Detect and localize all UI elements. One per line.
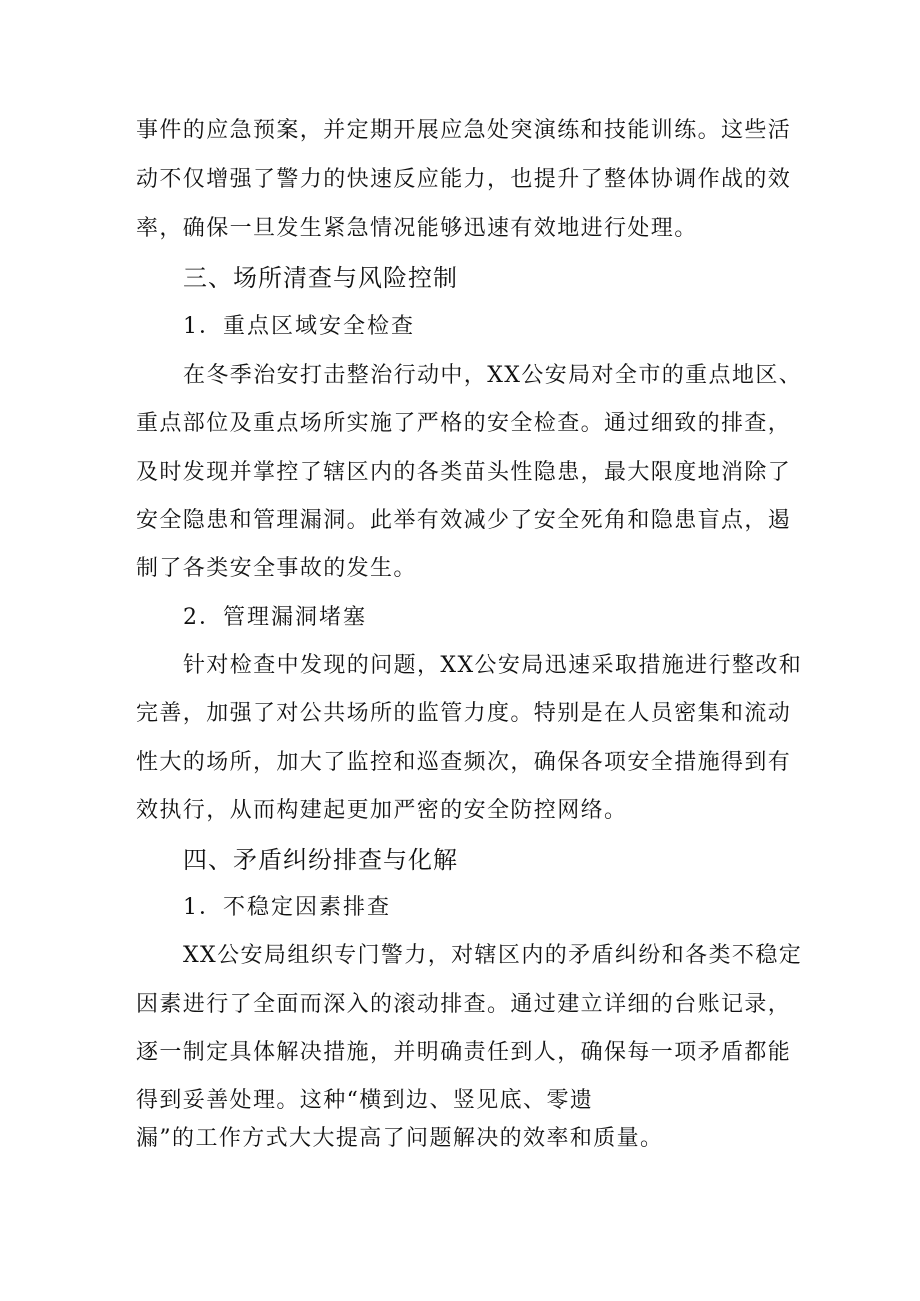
body-text-line: 动不仅增强了警力的快速反应能力，也提升了整体协调作战的效 <box>136 167 792 192</box>
body-text-line: 率，确保一旦发生紧急情况能够迅速有效地进行处理。 <box>136 216 698 241</box>
body-text-line: 针对检查中发现的问题，XX公安局迅速采取措施进行整改和 <box>183 653 803 678</box>
subheading-3-2: 2．管理漏洞堵塞 <box>183 605 367 630</box>
subheading-4-1: 1．不稳定因素排查 <box>183 895 391 920</box>
body-text-line: 漏”的工作方式大大提高了问题解决的效率和质量。 <box>136 1126 664 1151</box>
section-heading-4: 四、矛盾纠纷排查与化解 <box>183 846 458 874</box>
subheading-3-1: 1．重点区域安全检查 <box>183 314 415 339</box>
body-text-line: 事件的应急预案，并定期开展应急处突演练和技能训练。这些活 <box>136 118 792 143</box>
body-text-line: 逐一制定具体解决措施，并明确责任到人，确保每一项矛盾都能 <box>136 1040 792 1065</box>
body-text-line: 得到妥善处理。这种“横到边、竖见底、零遗 <box>136 1088 594 1113</box>
body-text-line: 安全隐患和管理漏洞。此举有效减少了安全死角和隐患盲点，遏 <box>136 508 792 533</box>
body-text-line: 效执行，从而构建起更加严密的安全防控网络。 <box>136 798 628 823</box>
body-text-line: XX公安局组织专门警力，对辖区内的矛盾纠纷和各类不稳定 <box>183 943 803 968</box>
body-text-line: 完善，加强了对公共场所的监管力度。特别是在人员密集和流动 <box>136 701 792 726</box>
section-heading-3: 三、场所清查与风险控制 <box>183 264 458 292</box>
body-text-line: 重点部位及重点场所实施了严格的安全检查。通过细致的排查， <box>136 411 792 436</box>
body-text-line: 性大的场所，加大了监控和巡查频次，确保各项安全措施得到有 <box>136 750 792 775</box>
body-text-line: 在冬季治安打击整治行动中，XX公安局对全市的重点地区、 <box>183 363 803 388</box>
body-text-line: 及时发现并掌控了辖区内的各类苗头性隐患，最大限度地消除了 <box>136 460 792 485</box>
body-text-line: 因素进行了全面而深入的滚动排查。通过建立详细的台账记录， <box>136 992 792 1017</box>
body-text-line: 制了各类安全事故的发生。 <box>136 556 417 581</box>
